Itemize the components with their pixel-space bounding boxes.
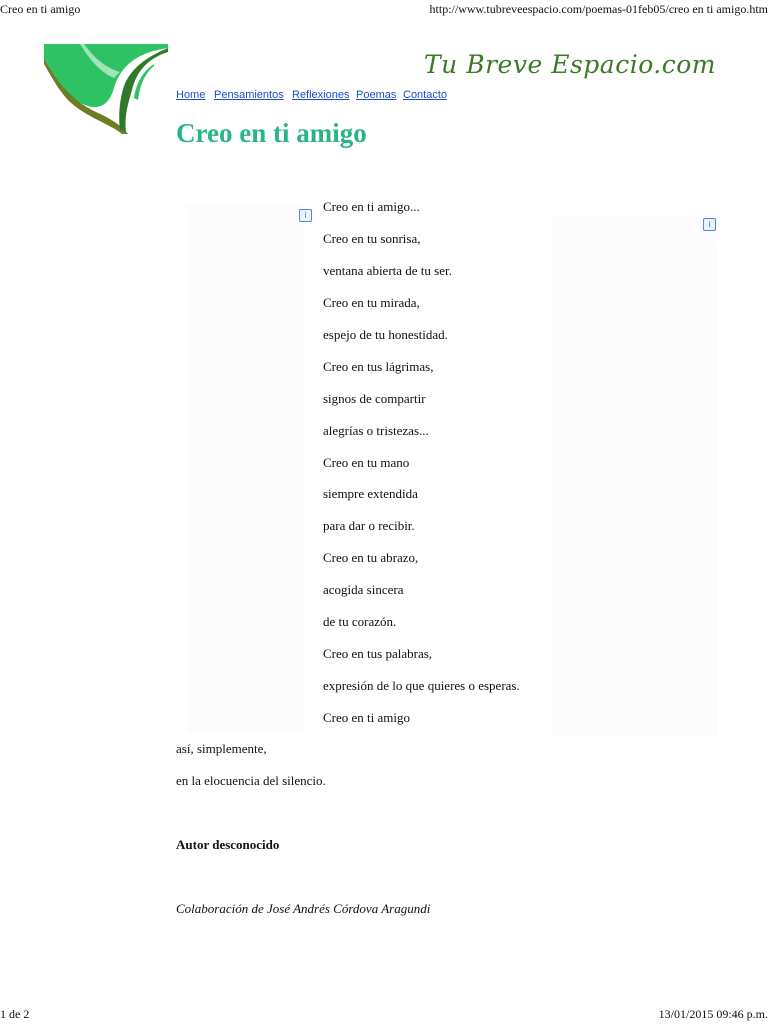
poem-line: expresión de lo que quieres o esperas. xyxy=(323,678,520,693)
ad-panel-left xyxy=(187,205,305,733)
site-title: Tu Breve Espacio.com xyxy=(424,50,717,79)
poem-tail-line: así, simplemente, xyxy=(176,741,267,756)
print-footer-page: 1 de 2 xyxy=(0,1007,30,1021)
ad-info-icon[interactable]: i xyxy=(299,209,312,222)
poem-line: para dar o recibir. xyxy=(323,518,415,533)
poem-line: Creo en tu mano xyxy=(323,455,410,470)
ad-panel-right xyxy=(552,215,718,735)
nav-reflexiones-link[interactable]: Reflexiones xyxy=(292,89,350,101)
poem-line: Creo en tu mirada, xyxy=(323,295,420,310)
poem-line: Creo en tu sonrisa, xyxy=(323,231,421,246)
poem-line: signos de compartir xyxy=(323,391,426,406)
poem-author: Autor desconocido xyxy=(176,837,280,852)
poem-line: espejo de tu honestidad. xyxy=(323,327,448,342)
poem-line: alegrías o tristezas... xyxy=(323,423,429,438)
print-header-url: http://www.tubreveespacio.com/poemas-01feb05/creo en ti amigo.htm xyxy=(429,2,768,16)
print-header-title: Creo en ti amigo xyxy=(0,2,81,16)
site-logo xyxy=(44,44,170,134)
poem-line: ventana abierta de tu ser. xyxy=(323,263,452,278)
poem-line: de tu corazón. xyxy=(323,614,397,629)
nav-home-link[interactable]: Home xyxy=(176,89,206,101)
poem-tail-line: en la elocuencia del silencio. xyxy=(176,773,326,788)
poem-line: acogida sincera xyxy=(323,582,404,597)
poem-line: Creo en tu abrazo, xyxy=(323,550,419,565)
poem-line: Creo en tus palabras, xyxy=(323,646,433,661)
poem-line: Creo en tus lágrimas, xyxy=(323,359,434,374)
poem-line: Creo en ti amigo xyxy=(323,710,411,725)
nav-pensamientos-link[interactable]: Pensamientos xyxy=(214,89,284,101)
poem-line: siempre extendida xyxy=(323,486,418,501)
print-footer-datetime: 13/01/2015 09:46 p.m. xyxy=(658,1007,768,1021)
nav-poemas-link[interactable]: Poemas xyxy=(356,89,397,101)
page-title: Creo en ti amigo xyxy=(176,118,367,148)
nav-contacto-link[interactable]: Contacto xyxy=(403,89,448,101)
collaboration-credit: Colaboración de José Andrés Córdova Aragundi xyxy=(176,901,431,916)
poem-line: Creo en ti amigo... xyxy=(323,199,420,214)
ad-info-icon[interactable]: i xyxy=(703,218,716,231)
